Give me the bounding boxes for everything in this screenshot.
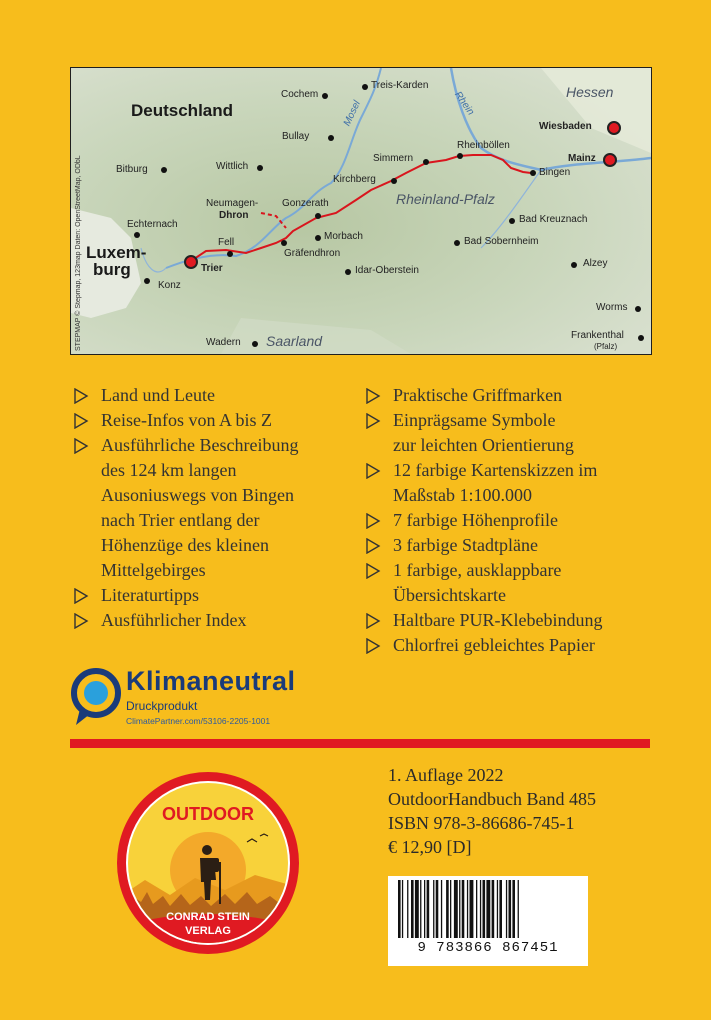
feature-text: Mittelgebirges — [101, 560, 206, 580]
divider-bar — [70, 739, 650, 748]
book-info — [388, 763, 596, 859]
town-dot — [530, 170, 536, 176]
feature-item — [73, 608, 353, 633]
barcode-bar — [462, 880, 465, 938]
badge-line2: VERLAG — [185, 925, 231, 937]
barcode-bar — [492, 880, 495, 938]
town-worms: Worms — [596, 302, 628, 313]
town-dot — [322, 93, 328, 99]
barcode-bar — [467, 880, 468, 938]
town-neumagen: Neumagen- — [206, 198, 259, 209]
town-dot — [345, 269, 351, 275]
bullet-triangle-icon — [365, 638, 381, 654]
town-cochem: Cochem — [281, 89, 319, 100]
town-dot — [509, 218, 515, 224]
barcode-bar — [402, 880, 403, 938]
town-dot — [315, 235, 321, 241]
barcode-bar — [436, 880, 439, 938]
barcode-bar — [499, 880, 502, 938]
town-rheinboellen: Rheinböllen — [457, 140, 510, 151]
feature-item — [365, 533, 655, 558]
bullet-triangle-icon — [73, 438, 89, 454]
feature-text: 12 farbige Kartenskizzen im — [393, 460, 598, 480]
town-dot — [454, 240, 460, 246]
feature-text: Haltbare PUR-Klebebindung — [393, 610, 603, 630]
feature-item — [365, 633, 655, 658]
town-dot — [257, 165, 263, 171]
barcode-bar — [476, 880, 477, 938]
town-bad-sobernheim: Bad Sobernheim — [464, 236, 539, 247]
region-saarland: Saarland — [266, 333, 323, 349]
town-dot — [161, 167, 167, 173]
town-dot — [134, 232, 140, 238]
barcode-bars — [392, 880, 584, 938]
town-dot — [281, 240, 287, 246]
features-left-list — [73, 383, 353, 633]
town-dot — [457, 153, 463, 159]
town-bingen: Bingen — [539, 167, 571, 178]
town-bad-kreuznach: Bad Kreuznach — [519, 214, 588, 225]
bullet-triangle-icon — [365, 613, 381, 629]
town-wadern: Wadern — [206, 337, 241, 348]
features-right-list — [365, 383, 655, 658]
bullet-triangle-icon — [365, 388, 381, 404]
feature-text: Land und Leute — [101, 385, 215, 405]
feature-text: des 124 km langen — [101, 460, 237, 480]
barcode-bar — [518, 880, 519, 938]
town-alzey: Alzey — [583, 258, 608, 269]
town-fell: Fell — [218, 237, 235, 248]
barcode-bar — [480, 880, 481, 938]
town-dhron: Dhron — [219, 210, 249, 221]
barcode-bar — [441, 880, 442, 938]
klima-url: ClimatePartner.com/53106-2205-1001 — [126, 716, 271, 726]
feature-text: Maßstab 1:100.000 — [393, 485, 532, 505]
town-dot — [144, 278, 150, 284]
barcode-number: 9 783866 867451 — [417, 940, 559, 956]
barcode-bar — [420, 880, 421, 938]
barcode-bar — [483, 880, 486, 938]
town-echternach: Echternach — [127, 219, 178, 230]
feature-item — [365, 558, 655, 608]
feature-item — [73, 408, 353, 433]
barcode-bar — [512, 880, 515, 938]
town-dot — [227, 251, 233, 257]
town-dot — [571, 262, 577, 268]
feature-text: Ausoniuswegs von Bingen — [101, 485, 294, 505]
barcode-bar — [427, 880, 430, 938]
barcode-bar — [497, 880, 498, 938]
barcode-bar — [506, 880, 507, 938]
river-mosel: Mosel — [341, 99, 363, 128]
country-luxembourg-1: Luxem- — [86, 243, 147, 262]
feature-item — [365, 608, 655, 633]
feature-text: zur leichten Orientierung — [393, 435, 574, 455]
barcode-bar — [450, 880, 451, 938]
town-dot — [362, 84, 368, 90]
klima-title: Klimaneutral — [126, 666, 296, 696]
feature-text: Literaturtipps — [101, 585, 199, 605]
capital-marker — [603, 153, 617, 167]
isbn: ISBN 978-3-86686-745-1 — [388, 813, 575, 833]
barcode — [388, 876, 588, 966]
feature-item — [73, 383, 353, 408]
edition: 1. Auflage 2022 — [388, 765, 504, 785]
town-gonzerath: Gonzerath — [282, 198, 329, 209]
barcode-bar — [398, 880, 401, 938]
barcode-bar — [411, 880, 414, 938]
barcode-bar — [454, 880, 458, 938]
bullet-triangle-icon — [365, 513, 381, 529]
bullet-triangle-icon — [365, 413, 381, 429]
town-trier: Trier — [201, 263, 223, 274]
barcode-bar — [433, 880, 434, 938]
map-credit: STEPMAP © Stepmap, 123map Daten: OpenStreetMap, ODbL — [75, 155, 82, 351]
town-simmern: Simmern — [373, 153, 414, 164]
town-morbach: Morbach — [324, 231, 363, 242]
feature-text: 3 farbige Stadtpläne — [393, 535, 538, 555]
feature-text: 7 farbige Höhenprofile — [393, 510, 558, 530]
town-dot — [252, 341, 258, 347]
feature-text: nach Trier entlang der — [101, 510, 260, 530]
region-rheinland-pfalz: Rheinland-Pfalz — [396, 191, 495, 207]
feature-item — [365, 383, 655, 408]
bullet-triangle-icon — [73, 388, 89, 404]
feature-item — [365, 408, 655, 458]
overview-map — [70, 67, 652, 355]
barcode-bar — [459, 880, 460, 938]
feature-text: Übersichtskarte — [393, 585, 506, 605]
feature-text: Ausführliche Beschreibung — [101, 435, 299, 455]
town-bullay: Bullay — [282, 131, 310, 142]
feature-item — [73, 583, 353, 608]
barcode-bar — [407, 880, 408, 938]
town-kirchberg: Kirchberg — [333, 174, 376, 185]
country-germany: Deutschland — [131, 101, 234, 120]
country-luxembourg-2: burg — [93, 260, 131, 279]
town-graefendhron: Gräfendhron — [284, 248, 341, 259]
town-bitburg: Bitburg — [116, 164, 148, 175]
town-dot — [391, 178, 397, 184]
feature-text: Ausführlicher Index — [101, 610, 247, 630]
barcode-bar — [446, 880, 449, 938]
bullet-triangle-icon — [73, 613, 89, 629]
feature-text: Reise-Infos von A bis Z — [101, 410, 272, 430]
town-konz: Konz — [158, 280, 181, 291]
bullet-triangle-icon — [365, 463, 381, 479]
feature-text: Praktische Griffmarken — [393, 385, 563, 405]
region-hessen: Hessen — [566, 84, 614, 100]
town-dot — [638, 335, 644, 341]
bullet-triangle-icon — [73, 588, 89, 604]
publisher-badge — [115, 770, 301, 956]
feature-item — [365, 508, 655, 533]
barcode-bar — [415, 880, 419, 938]
bullet-triangle-icon — [365, 538, 381, 554]
town-frankenthal-pfalz: (Pfalz) — [594, 342, 618, 351]
barcode-bar — [424, 880, 425, 938]
river-rhein: Rhein — [452, 89, 477, 118]
town-frankenthal: Frankenthal — [571, 330, 624, 341]
feature-item — [365, 458, 655, 508]
barcode-bar — [509, 880, 512, 938]
capital-marker — [607, 121, 621, 135]
town-mainz: Mainz — [568, 153, 596, 164]
climate-partner-icon — [70, 667, 122, 727]
capital-marker — [184, 255, 198, 269]
barcode-bar — [470, 880, 474, 938]
town-dot — [635, 306, 641, 312]
town-wittlich: Wittlich — [216, 161, 249, 172]
badge-graphic — [115, 770, 301, 956]
town-treis-karden: Treis-Karden — [371, 80, 429, 91]
barcode-bar — [486, 880, 490, 938]
town-dot — [315, 213, 321, 219]
feature-text: Chlorfrei gebleichtes Papier — [393, 635, 595, 655]
town-dot — [328, 135, 334, 141]
badge-line1: CONRAD STEIN — [166, 911, 250, 923]
feature-text: Einprägsame Symbole — [393, 410, 556, 430]
price: € 12,90 [D] — [388, 837, 472, 857]
bullet-triangle-icon — [365, 563, 381, 579]
klimaneutral-logo — [70, 665, 360, 735]
town-dot — [423, 159, 429, 165]
feature-item — [73, 433, 353, 583]
klima-subtitle: Druckprodukt — [126, 699, 198, 713]
bullet-triangle-icon — [73, 413, 89, 429]
feature-text: Höhenzüge des kleinen — [101, 535, 269, 555]
badge-title: OUTDOOR — [162, 804, 254, 824]
feature-text: 1 farbige, ausklappbare — [393, 560, 562, 580]
series: OutdoorHandbuch Band 485 — [388, 789, 596, 809]
town-idar-oberstein: Idar-Oberstein — [355, 265, 419, 276]
town-wiesbaden: Wiesbaden — [539, 121, 592, 132]
